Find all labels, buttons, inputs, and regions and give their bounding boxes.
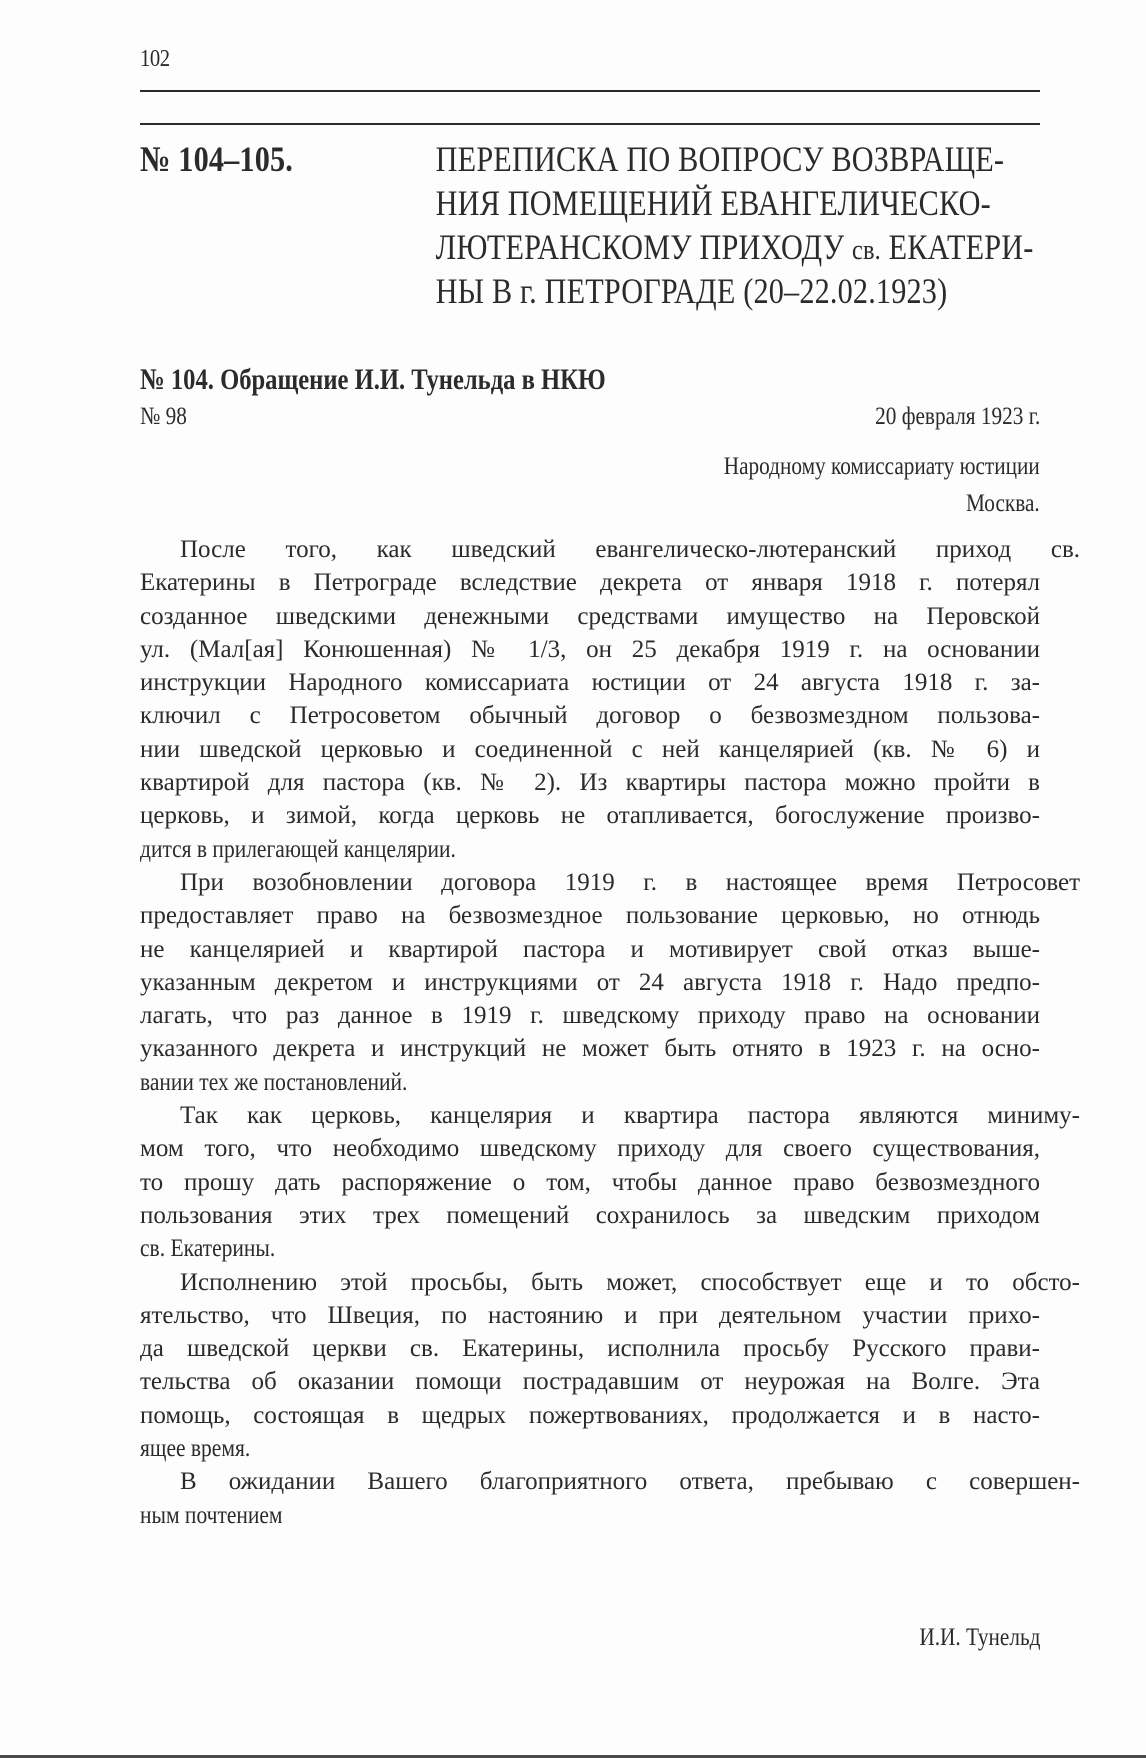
section-title-line: ПЕРЕПИСКА ПО ВОПРОСУ ВОЗВРАЩЕ- [435,139,1005,179]
document-number: № 98 [140,403,187,430]
paragraph-line: да шведской церкви св. Екатерины, исполнила просьбу Русского прави- [140,1335,1040,1363]
paragraph-line: После того, как шведский евангелическо-лютеранский приход св. [180,536,1080,563]
document-date: 20 февраля 1923 г. [874,403,1040,430]
section-title-line [436,225,1034,269]
paragraph-line: ящее время. [140,1435,251,1463]
document-heading: № 104. Обращение И.И. Тунельда в НКЮ [140,363,606,396]
paragraph-line: помощь, состоящая в щедрых пожертвованиях, продолжается и в насто- [140,1401,1040,1429]
paragraph-line: лагать, что раз данное в 1919 г. шведскому приходу право на основании [140,1002,1040,1030]
paragraph-line: ятельство, что Швеция, по настоянию и при деятельном участии прихо- [140,1301,1040,1329]
paragraph [140,533,1080,866]
paragraph-line: предоставляет право на безвозмездное пользование церковью, но отнюдь [140,902,1040,930]
addressee [724,448,1040,522]
paragraph-line: При возобновлении договора 1919 г. в настоящее время Петросовет [180,868,1080,896]
paragraph-line: церковь, и зимой, когда церковь не отапливается, богослужение произво- [140,802,1040,830]
paragraph-line: нии шведской церковью и соединенной с ней канцелярией (кв. № 6) и [140,735,1040,763]
page-number: 102 [140,46,170,72]
section-title-line: НИЯ ПОМЕЩЕНИЙ ЕВАНГЕЛИЧЕСКО- [435,183,991,223]
paragraph-line: ключил с Петросоветом обычный договор о безвозмездном пользова- [140,702,1040,730]
section-title-abbrev: св. [852,234,881,266]
paragraph [140,1099,1080,1265]
paragraph-line: не канцелярией и квартирой пастора и мотивирует свой отказ выше- [140,935,1040,963]
paragraph-line: ул. (Мал[ая] Конюшенная) № 1/3, он 25 декабря 1919 г. на основании [140,635,1040,663]
paragraph-line: квартирой для пастора (кв. № 2). Из квартиры пастора можно пройти в [140,769,1040,797]
paragraph-line: Исполнению этой просьбы, быть может, способствует еще и то обсто- [180,1268,1080,1296]
paragraph-line: указанным декретом и инструкциями от 24 августа 1918 г. Надо предпо- [140,968,1040,996]
paragraph-line: вании тех же постановлений. [140,1068,408,1096]
paragraph-line: В ожидании Вашего благоприятного ответа, пребываю с совершен- [180,1468,1080,1496]
paragraph-line: пользования этих трех помещений сохранилось за шведским приходом [140,1201,1040,1229]
paragraph [140,1266,1080,1466]
paragraph-line: инструкции Народного комиссариата юстиции от 24 августа 1918 г. за- [140,669,1040,697]
paragraph-line: то прошу дать распоряжение о том, чтобы данное право безвозмездного [140,1168,1040,1196]
paragraph-line: созданное шведскими денежными средствами имущество на Перовской [140,602,1040,630]
section-title-text: ЛЮТЕРАНСКОМУ ПРИХОДУ [435,227,853,267]
paragraph-line: мом того, что необходимо шведскому приходу для своего существования, [140,1135,1040,1163]
paragraph-line: Екатерины в Петрограде вследствие декрета от января 1918 г. потерял [140,569,1040,597]
paragraph-line: ным почтением [140,1501,283,1529]
paragraph [140,1465,1080,1532]
paragraph-line: тельства об оказании помощи пострадавшим от неурожая на Волге. Эта [140,1368,1040,1396]
signature: И.И. Тунельд [918,1624,1040,1651]
section-rule [140,123,1040,125]
paragraph-line: св. Екатерины. [140,1235,276,1263]
paragraph-line: Так как церковь, канцелярия и квартира пастора являются миниму- [180,1102,1080,1130]
header-rule [140,90,1040,92]
paragraph [140,866,1080,1099]
section-title-line: НЫ В г. ПЕТРОГРАДЕ (20–22.02.1923) [435,271,948,311]
section-number: № 104–105. [140,139,294,179]
section-title-text: ЕКАТЕРИ- [880,227,1034,267]
document-body [140,533,1080,1532]
addressee-line: Москва. [966,490,1040,517]
paragraph-line: дится в прилегающей канцелярии. [140,835,456,863]
paragraph-line: указанного декрета и инструкций не может быть отнято в 1923 г. на осно- [140,1035,1040,1063]
document-meta [140,403,1040,437]
addressee-line: Народному комиссариату юстиции [724,453,1040,480]
section-title [436,137,1034,313]
